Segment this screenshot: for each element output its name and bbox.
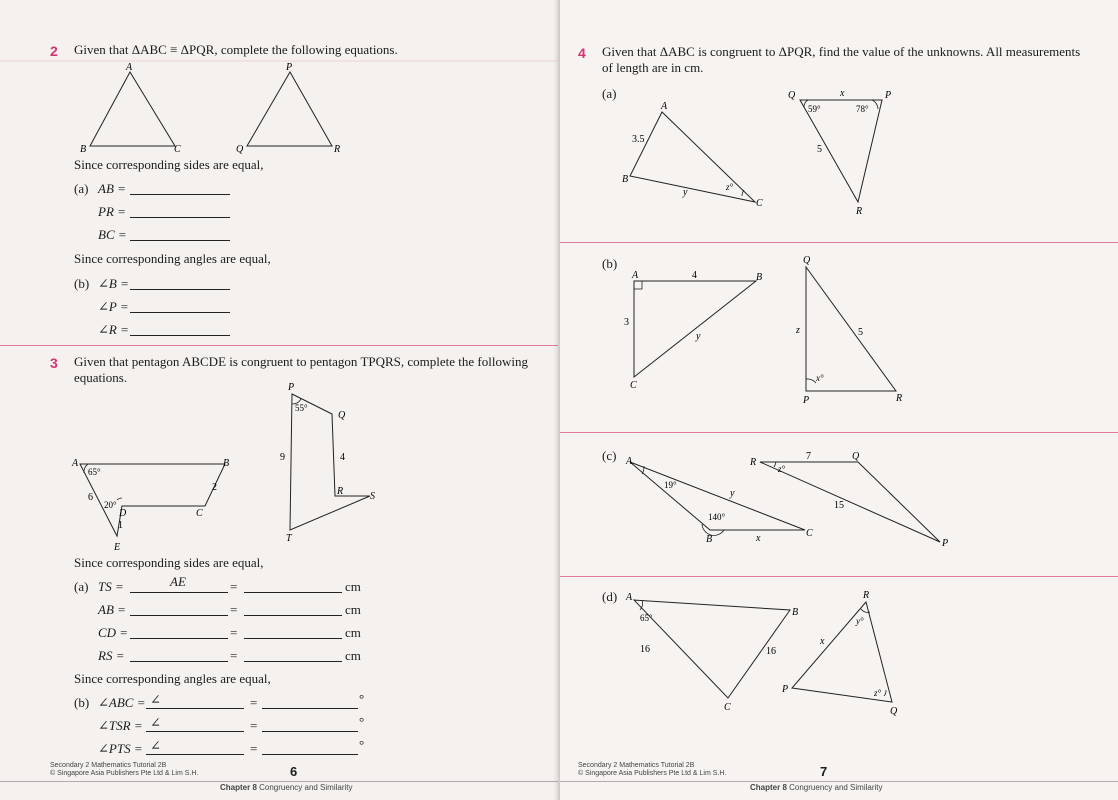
tri2-vertex-q: Q [236, 144, 244, 155]
q3-angle-prefix: ∠ [150, 715, 161, 730]
question-3-text-line1: Given that pentagon ABCDE is congruent to pentagon TPQRS, complete the following [74, 354, 528, 369]
footer-chapter [750, 783, 883, 792]
q2-answer-angle-p[interactable] [130, 298, 230, 313]
footer-chapter [220, 783, 353, 792]
q2-angle-r: ∠R = [98, 322, 129, 337]
q4b-side-3: 3 [624, 317, 629, 328]
footer-book-title: Secondary 2 Mathematics Tutorial 2B [578, 762, 695, 769]
pent1-vertex-d: D [119, 508, 127, 519]
section-divider [560, 242, 1118, 243]
pent1-vertex-b: B [223, 458, 230, 469]
q3-answer-tsr-2[interactable] [262, 717, 358, 732]
q4a-side-5: 5 [817, 144, 822, 155]
q4-part-a-label: (a) [602, 86, 617, 101]
q3-angles-intro: Since corresponding angles are equal, [74, 671, 271, 686]
pent1-side-2: 2 [212, 482, 217, 493]
pent2-vertex-t: T [286, 533, 292, 544]
footer-copyright: © Singapore Asia Publishers Pte Ltd & Lim S.H. [578, 770, 727, 777]
q4b-vertex-p: P [803, 395, 810, 406]
footer-rule [560, 781, 1118, 782]
q3-part-a-label: (a) [74, 579, 89, 594]
pent2-vertex-r: R [337, 486, 344, 497]
q4c-vertex-b: B [706, 534, 713, 545]
pent1-angle-20: 20° [104, 500, 117, 510]
q4a-angle-z: z° [726, 182, 734, 192]
q3-answer-ts-filled: AE [170, 574, 186, 589]
question-2-text: Given that ΔABC ≡ ΔPQR, complete the following equations. [74, 42, 398, 57]
pent2-side-9: 9 [280, 452, 285, 463]
q2-answer-angle-r[interactable] [130, 321, 230, 336]
q3-equals: = [250, 718, 258, 733]
q4a-vertex-c: C [756, 198, 763, 209]
left-page [0, 0, 558, 800]
q4d-side-16-left: 16 [640, 644, 650, 655]
q4b-side-5: 5 [858, 327, 863, 338]
chapter-title: Congruency and Similarity [786, 783, 883, 792]
pent1-side-6: 6 [88, 492, 93, 503]
q4b-vertex-c: C [630, 380, 637, 391]
q2-side-pr: PR = [98, 204, 126, 219]
q3-side-rs: RS = [98, 648, 125, 663]
pent1-angle-65: 65° [88, 467, 101, 477]
q4d-triangles [620, 588, 920, 723]
q4a-side-y: y [683, 187, 688, 198]
q3-answer-ab-1[interactable] [130, 601, 228, 616]
q4a-vertex-q: Q [788, 90, 796, 101]
q4c-angle-19: 19° [664, 480, 677, 490]
q3-answer-ab-2[interactable] [244, 601, 342, 616]
q4c-vertex-q: Q [852, 451, 860, 462]
q4c-vertex-p: P [942, 538, 949, 546]
q3-degree: ° [359, 714, 365, 729]
section-divider [560, 432, 1118, 433]
q4d-angle-y: y° [856, 616, 864, 626]
q3-answer-cd-1[interactable] [130, 624, 228, 639]
tri1-vertex-c: C [174, 144, 181, 155]
q4d-vertex-b: B [792, 607, 799, 618]
section-divider [0, 345, 558, 346]
q4c-side-y: y [730, 488, 735, 499]
q3-answer-cd-2[interactable] [244, 624, 342, 639]
q3-answer-rs-1[interactable] [130, 647, 228, 662]
q4c-vertex-r: R [750, 457, 757, 468]
page-number: 7 [820, 764, 828, 779]
question-4-text-line1: Given that ΔABC is congruent to ΔPQR, find the value of the unknowns. All measurements [602, 44, 1081, 59]
q3-sides-intro: Since corresponding sides are equal, [74, 555, 264, 570]
q4d-vertex-p: P [782, 684, 789, 695]
q2-angle-b: ∠B = [98, 276, 129, 291]
q3-unit: cm [345, 602, 361, 617]
q4-part-b-label: (b) [602, 256, 618, 271]
q4c-angle-z: z° [778, 464, 786, 474]
q4-part-d-label: (d) [602, 589, 618, 604]
pent2-vertex-q: Q [338, 410, 346, 421]
q3-angle-abc: ∠ABC = [98, 695, 146, 710]
q4d-vertex-r: R [863, 590, 870, 601]
q2-angle-p: ∠P = [98, 299, 129, 314]
q2-answer-ab[interactable] [130, 180, 230, 195]
q4c-vertex-a: A [626, 456, 633, 467]
tri2-vertex-p: P [286, 62, 293, 73]
pent1-vertex-a: A [72, 458, 79, 469]
q2-side-bc: BC = [98, 227, 127, 242]
q4a-side-3-5: 3.5 [632, 134, 645, 145]
pent2-angle-55: 55° [295, 403, 308, 413]
q3-angle-prefix: ∠ [150, 692, 161, 707]
q2-angles-intro: Since corresponding angles are equal, [74, 251, 271, 266]
q3-part-b-label: (b) [74, 695, 90, 710]
q3-equals: = [230, 579, 238, 594]
q3-degree: ° [359, 691, 365, 706]
tri1-vertex-a: A [126, 62, 133, 73]
q4c-side-7: 7 [806, 451, 811, 462]
q4c-triangles [620, 446, 960, 546]
chapter-number: Chapter 8 [220, 783, 257, 792]
page-number: 6 [290, 764, 298, 779]
q3-answer-rs-2[interactable] [244, 647, 342, 662]
footer-copyright: © Singapore Asia Publishers Pte Ltd & Lim S.H. [50, 770, 199, 777]
question-3-text-line2: equations. [74, 370, 128, 385]
q4b-triangles [620, 255, 950, 415]
q3-side-cd: CD = [98, 625, 129, 640]
q3-angle-prefix: ∠ [150, 738, 161, 753]
q3-answer-abc-2[interactable] [262, 694, 358, 709]
q2-side-ab: AB = [98, 181, 126, 196]
q4d-angle-65: 65° [640, 613, 653, 623]
q4a-vertex-b: B [622, 174, 629, 185]
q4d-vertex-c: C [724, 702, 731, 713]
chapter-title: Congruency and Similarity [256, 783, 353, 792]
q4b-angle-x: x° [816, 373, 824, 383]
q2-answer-angle-b[interactable] [130, 275, 230, 290]
question-3-number: 3 [50, 355, 58, 371]
q4b-vertex-q: Q [803, 255, 811, 266]
q4a-angle-78: 78° [856, 104, 869, 114]
q4d-side-16-right: 16 [766, 646, 776, 657]
q3-answer-ts-2[interactable] [244, 578, 342, 593]
section-divider [560, 576, 1118, 577]
q2-part-b-label: (b) [74, 276, 90, 291]
q2-answer-pr[interactable] [130, 203, 230, 218]
pent2-side-4: 4 [340, 452, 345, 463]
pent1-vertex-e: E [114, 542, 121, 553]
q4b-side-y: y [696, 331, 701, 342]
q3-unit: cm [345, 579, 361, 594]
q4a-triangles [620, 90, 950, 220]
q4c-side-x: x [756, 533, 761, 544]
q4d-side-x: x [820, 636, 825, 647]
q4d-vertex-q: Q [890, 706, 898, 717]
q4c-angle-140: 140° [708, 512, 726, 522]
q3-equals: = [230, 625, 238, 640]
q4b-vertex-b: B [756, 272, 763, 283]
q3-unit: cm [345, 648, 361, 663]
q3-unit: cm [345, 625, 361, 640]
q4a-vertex-p: P [885, 90, 892, 101]
q3-side-ts: TS = [98, 579, 124, 594]
q3-equals: = [250, 741, 258, 756]
question-4-text-line2: of length are in cm. [602, 60, 704, 75]
tri1-vertex-b: B [80, 144, 87, 155]
q4-part-c-label: (c) [602, 448, 617, 463]
q4b-side-4: 4 [692, 270, 697, 281]
q4b-vertex-a: A [632, 270, 639, 281]
question-2-number: 2 [50, 43, 58, 59]
q3-answer-pts-2[interactable] [262, 740, 358, 755]
question-3-pentagons [60, 378, 390, 553]
q4d-angle-z: z° [874, 688, 882, 698]
question-2-triangles [80, 60, 360, 160]
footer-rule [0, 781, 558, 782]
question-4-number: 4 [578, 45, 586, 61]
tri2-vertex-r: R [334, 144, 341, 155]
pent1-vertex-c: C [196, 508, 203, 519]
q3-degree: ° [359, 737, 365, 752]
q4a-angle-59: 59° [808, 104, 821, 114]
q3-equals: = [250, 695, 258, 710]
q4a-side-x: x [840, 90, 845, 99]
q4b-side-z: z [796, 325, 800, 336]
pent1-side-1: 1 [118, 520, 123, 531]
q4c-side-15: 15 [834, 500, 844, 511]
q4c-vertex-c: C [806, 528, 813, 539]
q2-part-a-label: (a) [74, 181, 89, 196]
pent2-vertex-s: S [370, 491, 375, 502]
q4a-vertex-r: R [856, 206, 863, 217]
q3-side-ab: AB = [98, 602, 126, 617]
q3-equals: = [230, 602, 238, 617]
footer-book-title: Secondary 2 Mathematics Tutorial 2B [50, 762, 167, 769]
q3-angle-pts: ∠PTS = [98, 741, 143, 756]
q3-angle-tsr: ∠TSR = [98, 718, 143, 733]
q2-answer-bc[interactable] [130, 226, 230, 241]
q3-equals: = [230, 648, 238, 663]
q4d-vertex-a: A [626, 592, 633, 603]
q4b-vertex-r: R [896, 393, 903, 404]
pent2-vertex-p: P [288, 382, 295, 393]
right-page [560, 0, 1118, 800]
q2-sides-intro: Since corresponding sides are equal, [74, 157, 264, 172]
q4a-vertex-a: A [661, 101, 668, 112]
chapter-number: Chapter 8 [750, 783, 787, 792]
